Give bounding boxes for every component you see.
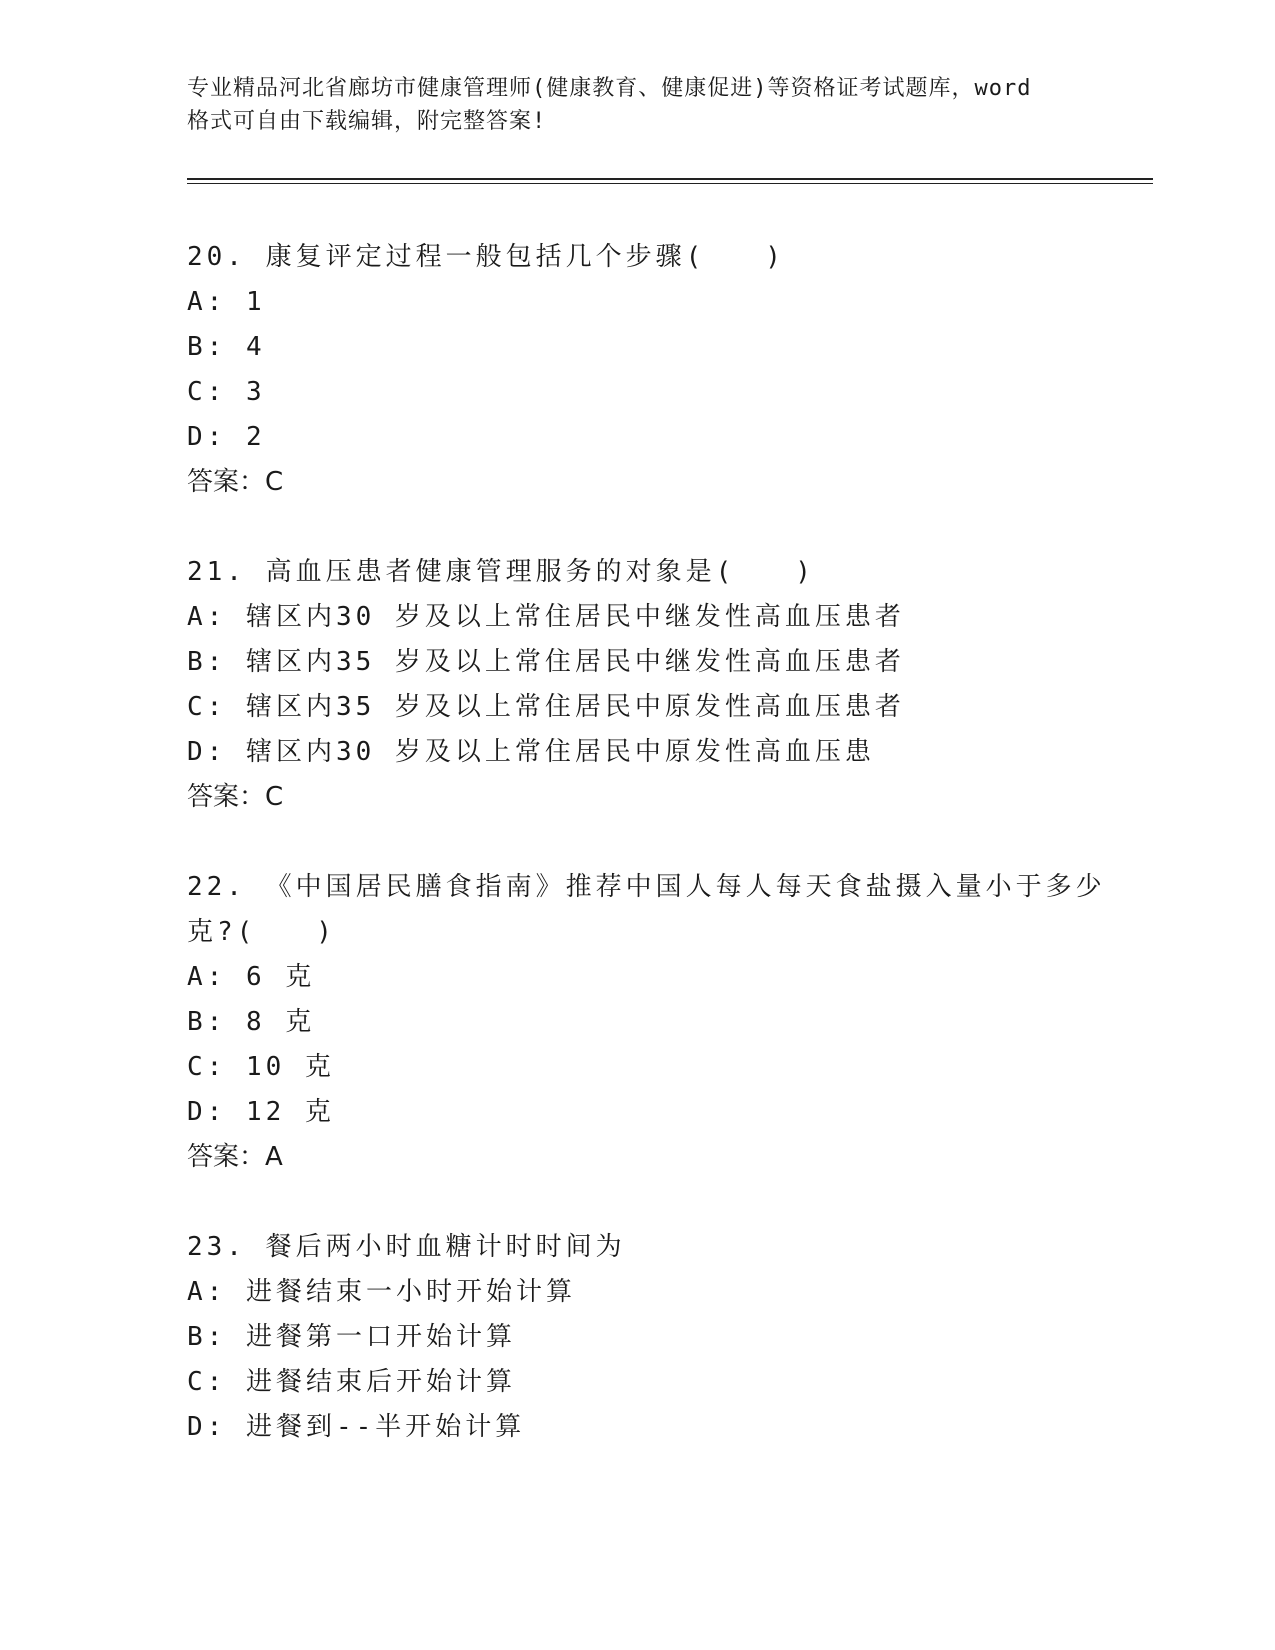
option-a: A: 辖区内30 岁及以上常住居民中继发性高血压患者 [187,602,905,632]
question-21 [187,550,1087,820]
option-c: C: 进餐结束后开始计算 [187,1367,516,1397]
header-line-2: 格式可自由下载编辑，附完整答案! [187,109,547,134]
answer-line: 答案：A [187,1142,283,1172]
question-stem: 20. 康复评定过程一般包括几个步骤( ) [187,242,785,272]
question-stem: 23. 餐后两小时血糖计时时间为 [187,1232,626,1262]
question-stem-continued: 克?( ) [187,917,336,947]
option-c: C: 辖区内35 岁及以上常住居民中原发性高血压患者 [187,692,905,722]
header-divider-thick [187,178,1153,180]
option-d: D: 进餐到--半开始计算 [187,1412,526,1442]
option-d: D: 12 克 [187,1097,335,1127]
option-d: D: 2 [187,422,266,452]
option-b: B: 进餐第一口开始计算 [187,1322,516,1352]
answer-line: 答案：C [187,782,284,812]
option-b: B: 4 [187,332,266,362]
option-d: D: 辖区内30 岁及以上常住居民中原发性高血压患 [187,737,875,767]
question-list [187,235,1106,1495]
question-23 [187,1225,1087,1450]
document-header [187,72,1087,138]
question-22 [187,865,1106,1180]
answer-line: 答案：C [187,467,284,497]
option-b: B: 8 克 [187,1007,316,1037]
option-a: A: 6 克 [187,962,316,992]
option-c: C: 10 克 [187,1052,335,1082]
option-a: A: 进餐结束一小时开始计算 [187,1277,576,1307]
option-c: C: 3 [187,377,266,407]
header-line-1: 专业精品河北省廊坊市健康管理师(健康教育、健康促进)等资格证考试题库，word [187,76,1032,101]
option-a: A: 1 [187,287,266,317]
question-stem: 21. 高血压患者健康管理服务的对象是( ) [187,557,815,587]
header-divider-thin [187,183,1153,184]
option-b: B: 辖区内35 岁及以上常住居民中继发性高血压患者 [187,647,905,677]
question-20 [187,235,1087,505]
question-stem: 22. 《中国居民膳食指南》推荐中国人每人每天食盐摄入量小于多少 [187,872,1106,902]
